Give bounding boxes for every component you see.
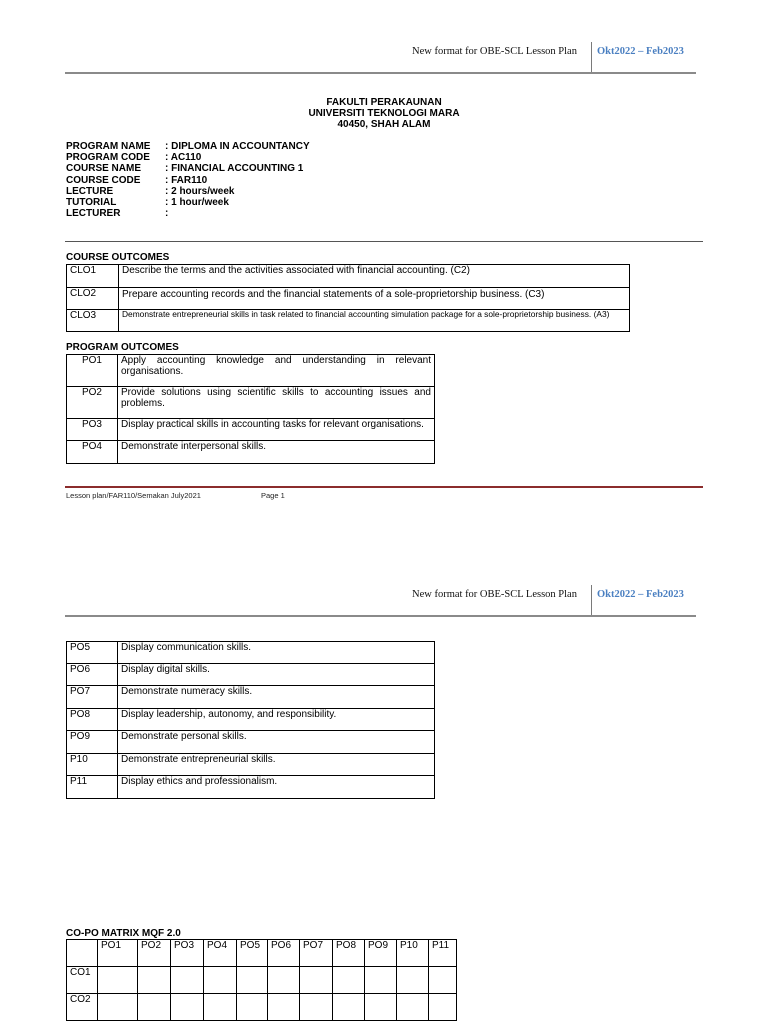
matrix-row-co2 — [67, 994, 457, 1021]
matrix-title: CO-PO MATRIX MQF 2.0 — [66, 928, 181, 939]
matrix-col-header: PO1 — [98, 940, 138, 967]
matrix-row-co1 — [67, 967, 457, 994]
info-row-lecturer — [66, 208, 310, 219]
matrix-cell — [204, 994, 237, 1021]
course-outcomes-title: COURSE OUTCOMES — [66, 252, 170, 263]
po-text: Provide solutions using scientific skills to accounting issues and problems. — [118, 387, 435, 419]
po-code: PO2 — [67, 387, 118, 419]
table-row — [67, 310, 630, 332]
po-code: PO9 — [67, 731, 118, 754]
info-value: : FAR110 — [165, 174, 208, 186]
matrix-cell — [429, 967, 457, 994]
table-row — [67, 664, 435, 686]
po-text: Display ethics and professionalism. — [118, 776, 435, 799]
header-title: New format for OBE-SCL Lesson Plan — [412, 589, 577, 600]
course-info — [66, 141, 310, 219]
matrix-col-header: PO8 — [333, 940, 365, 967]
program-outcomes-table — [66, 354, 435, 464]
info-value: : 1 hour/week — [165, 197, 229, 209]
matrix-cell — [333, 994, 365, 1021]
matrix-row-header: CO2 — [67, 994, 98, 1021]
po-text: Demonstrate entrepreneurial skills. — [118, 754, 435, 776]
matrix-cell — [98, 994, 138, 1021]
matrix-col-header: PO6 — [268, 940, 300, 967]
po-text: Display leadership, autonomy, and responsibility. — [118, 709, 435, 731]
matrix-cell — [300, 994, 333, 1021]
matrix-col-header: PO5 — [237, 940, 268, 967]
po-text: Apply accounting knowledge and understanding in relevant organisations. — [118, 355, 435, 387]
matrix-corner-cell — [67, 940, 98, 967]
matrix-row-header: CO1 — [67, 967, 98, 994]
header-date: Okt2022 – Feb2023 — [597, 589, 684, 600]
matrix-cell — [171, 994, 204, 1021]
matrix-cell — [429, 994, 457, 1021]
table-row — [67, 754, 435, 776]
header-date: Okt2022 – Feb2023 — [597, 46, 684, 57]
matrix-col-header: P10 — [397, 940, 429, 967]
footer-rule — [65, 486, 703, 488]
po-text: Display communication skills. — [118, 642, 435, 664]
po-code: PO5 — [67, 642, 118, 664]
po-text: Demonstrate personal skills. — [118, 731, 435, 754]
header-rule — [65, 72, 696, 74]
header-divider — [591, 585, 592, 617]
co-po-matrix — [66, 939, 457, 1021]
info-key: LECTURE — [66, 185, 114, 197]
po-code: P11 — [67, 776, 118, 799]
matrix-col-header: P11 — [429, 940, 457, 967]
table-row — [67, 387, 435, 419]
table-row — [67, 731, 435, 754]
info-value: : FINANCIAL ACCOUNTING 1 — [165, 163, 304, 175]
info-value: : DIPLOMA IN ACCOUNTANCY — [165, 141, 310, 152]
course-outcomes-table — [66, 264, 630, 332]
info-value: : 2 hours/week — [165, 185, 235, 197]
info-row-tutorial — [66, 197, 310, 208]
footer-page-number: Page 1 — [261, 491, 285, 500]
info-row-course-name — [66, 163, 310, 174]
matrix-cell — [397, 967, 429, 994]
po-text: Demonstrate numeracy skills. — [118, 686, 435, 709]
table-row — [67, 441, 435, 464]
info-row-course-code — [66, 175, 310, 186]
table-row — [67, 419, 435, 441]
table-row — [67, 686, 435, 709]
table-row — [67, 642, 435, 664]
matrix-col-header: PO2 — [138, 940, 171, 967]
matrix-cell — [268, 967, 300, 994]
matrix-cell — [138, 967, 171, 994]
po-code: P10 — [67, 754, 118, 776]
program-outcomes-table-continued — [66, 641, 435, 799]
matrix-cell — [397, 994, 429, 1021]
info-value: : AC110 — [165, 152, 202, 164]
table-row — [67, 355, 435, 387]
info-key: PROGRAM CODE — [66, 152, 150, 164]
matrix-cell — [333, 967, 365, 994]
matrix-cell — [237, 994, 268, 1021]
info-key: PROGRAM NAME — [66, 141, 151, 152]
matrix-header-row — [67, 940, 457, 967]
table-row — [67, 288, 630, 310]
matrix-cell — [171, 967, 204, 994]
matrix-cell — [365, 994, 397, 1021]
info-key: COURSE CODE — [66, 174, 141, 186]
clo-code: CLO2 — [67, 288, 119, 310]
clo-code: CLO1 — [67, 265, 119, 288]
table-row — [67, 709, 435, 731]
po-code: PO8 — [67, 709, 118, 731]
university-name: UNIVERSITI TEKNOLOGI MARA — [308, 108, 460, 119]
po-code: PO3 — [67, 419, 118, 441]
matrix-col-header: PO4 — [204, 940, 237, 967]
matrix-cell — [300, 967, 333, 994]
footer-doc-ref: Lesson plan/FAR110/Semakan July2021 — [66, 491, 201, 500]
po-text: Display digital skills. — [118, 664, 435, 686]
info-row-program-code — [66, 152, 310, 163]
table-row — [67, 265, 630, 288]
po-code: PO1 — [67, 355, 118, 387]
header-title: New format for OBE-SCL Lesson Plan — [412, 46, 577, 57]
matrix-col-header: PO3 — [171, 940, 204, 967]
matrix-cell — [98, 967, 138, 994]
clo-code: CLO3 — [67, 310, 119, 332]
faculty-name: FAKULTI PERAKAUNAN — [326, 97, 442, 108]
po-code: PO6 — [67, 664, 118, 686]
matrix-cell — [138, 994, 171, 1021]
clo-text: Prepare accounting records and the financial statements of a sole-proprietorship business. (C3) — [119, 288, 630, 310]
po-text: Demonstrate interpersonal skills. — [118, 441, 435, 464]
matrix-cell — [365, 967, 397, 994]
section-rule — [65, 241, 703, 242]
po-code: PO4 — [67, 441, 118, 464]
header-divider — [591, 42, 592, 74]
info-value: : — [165, 208, 169, 220]
info-key: TUTORIAL — [66, 197, 117, 209]
info-key: LECTURER — [66, 208, 121, 220]
po-code: PO7 — [67, 686, 118, 709]
clo-text: Demonstrate entrepreneurial skills in task related to financial accounting simulation package for a sole-proprietorship business. (A3) — [119, 310, 630, 332]
info-row-lecture — [66, 186, 310, 197]
program-outcomes-title: PROGRAM OUTCOMES — [66, 342, 179, 353]
clo-text: Describe the terms and the activities associated with financial accounting. (C2) — [119, 265, 630, 288]
po-text: Display practical skills in accounting tasks for relevant organisations. — [118, 419, 435, 441]
header-rule — [65, 615, 696, 617]
info-key: COURSE NAME — [66, 163, 142, 175]
matrix-cell — [204, 967, 237, 994]
info-row-program-name — [66, 141, 310, 152]
table-row — [67, 776, 435, 799]
institution-heading — [0, 97, 768, 130]
matrix-cell — [237, 967, 268, 994]
matrix-cell — [268, 994, 300, 1021]
matrix-col-header: PO7 — [300, 940, 333, 967]
university-address: 40450, SHAH ALAM — [337, 119, 431, 130]
matrix-col-header: PO9 — [365, 940, 397, 967]
